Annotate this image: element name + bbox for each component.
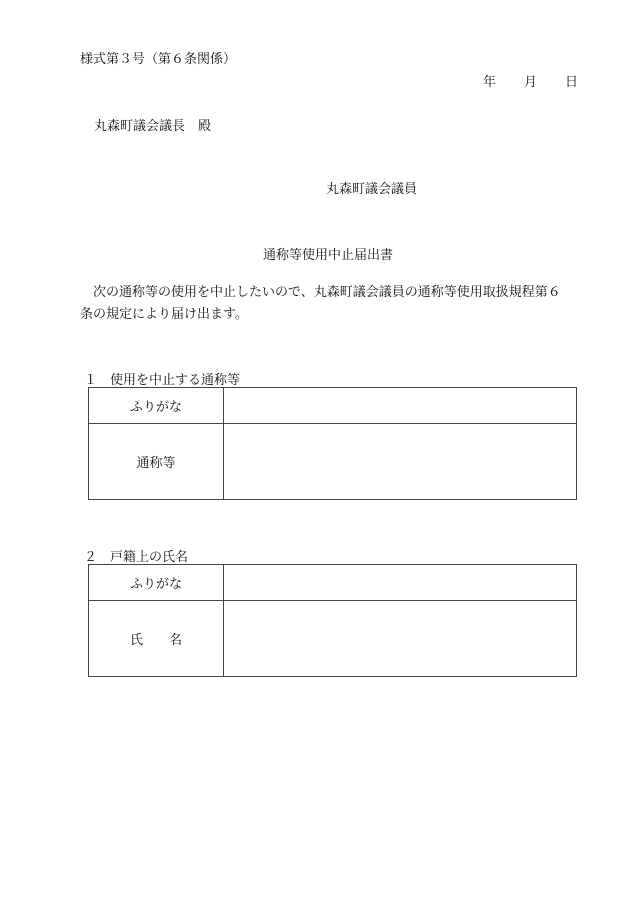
table-row [89,424,577,500]
table-row [89,601,577,677]
furigana-label: ふりがな [89,388,224,424]
legal-name-field[interactable] [224,601,577,677]
body-text [80,282,580,326]
section2-table [88,564,577,677]
section1-table [88,387,577,500]
date-year-label: 年 [482,75,496,90]
legal-name-label [89,601,224,677]
furigana-label: ふりがな [89,565,224,601]
sender: 丸森町議会議員 [326,182,418,197]
document-title: 通称等使用中止届出書 [263,248,394,263]
table-row [89,388,577,424]
body-line-1: 次の通称等の使用を中止したいので、丸森町議会議員の通称等使用取扱規程第６ [93,285,561,300]
legal-name-furigana-field[interactable] [224,565,577,601]
legal-name-label-first: 氏 [129,633,143,648]
section2-heading: ２ 戸籍上の氏名 [84,550,189,565]
alias-field[interactable] [224,424,577,500]
date-line [483,71,578,90]
section1-heading: １ 使用を中止する通称等 [84,373,241,388]
body-line-2: 条の規定により届け出ます。 [80,307,248,322]
alias-label: 通称等 [89,424,224,500]
alias-furigana-field[interactable] [224,388,577,424]
table-row [89,565,577,601]
date-day-label: 日 [564,75,578,90]
form-number: 様式第３号（第６条関係） [80,52,237,67]
addressee: 丸森町議会議長 殿 [94,119,212,134]
legal-name-label-second: 名 [169,633,183,648]
date-month-label: 月 [523,75,537,90]
